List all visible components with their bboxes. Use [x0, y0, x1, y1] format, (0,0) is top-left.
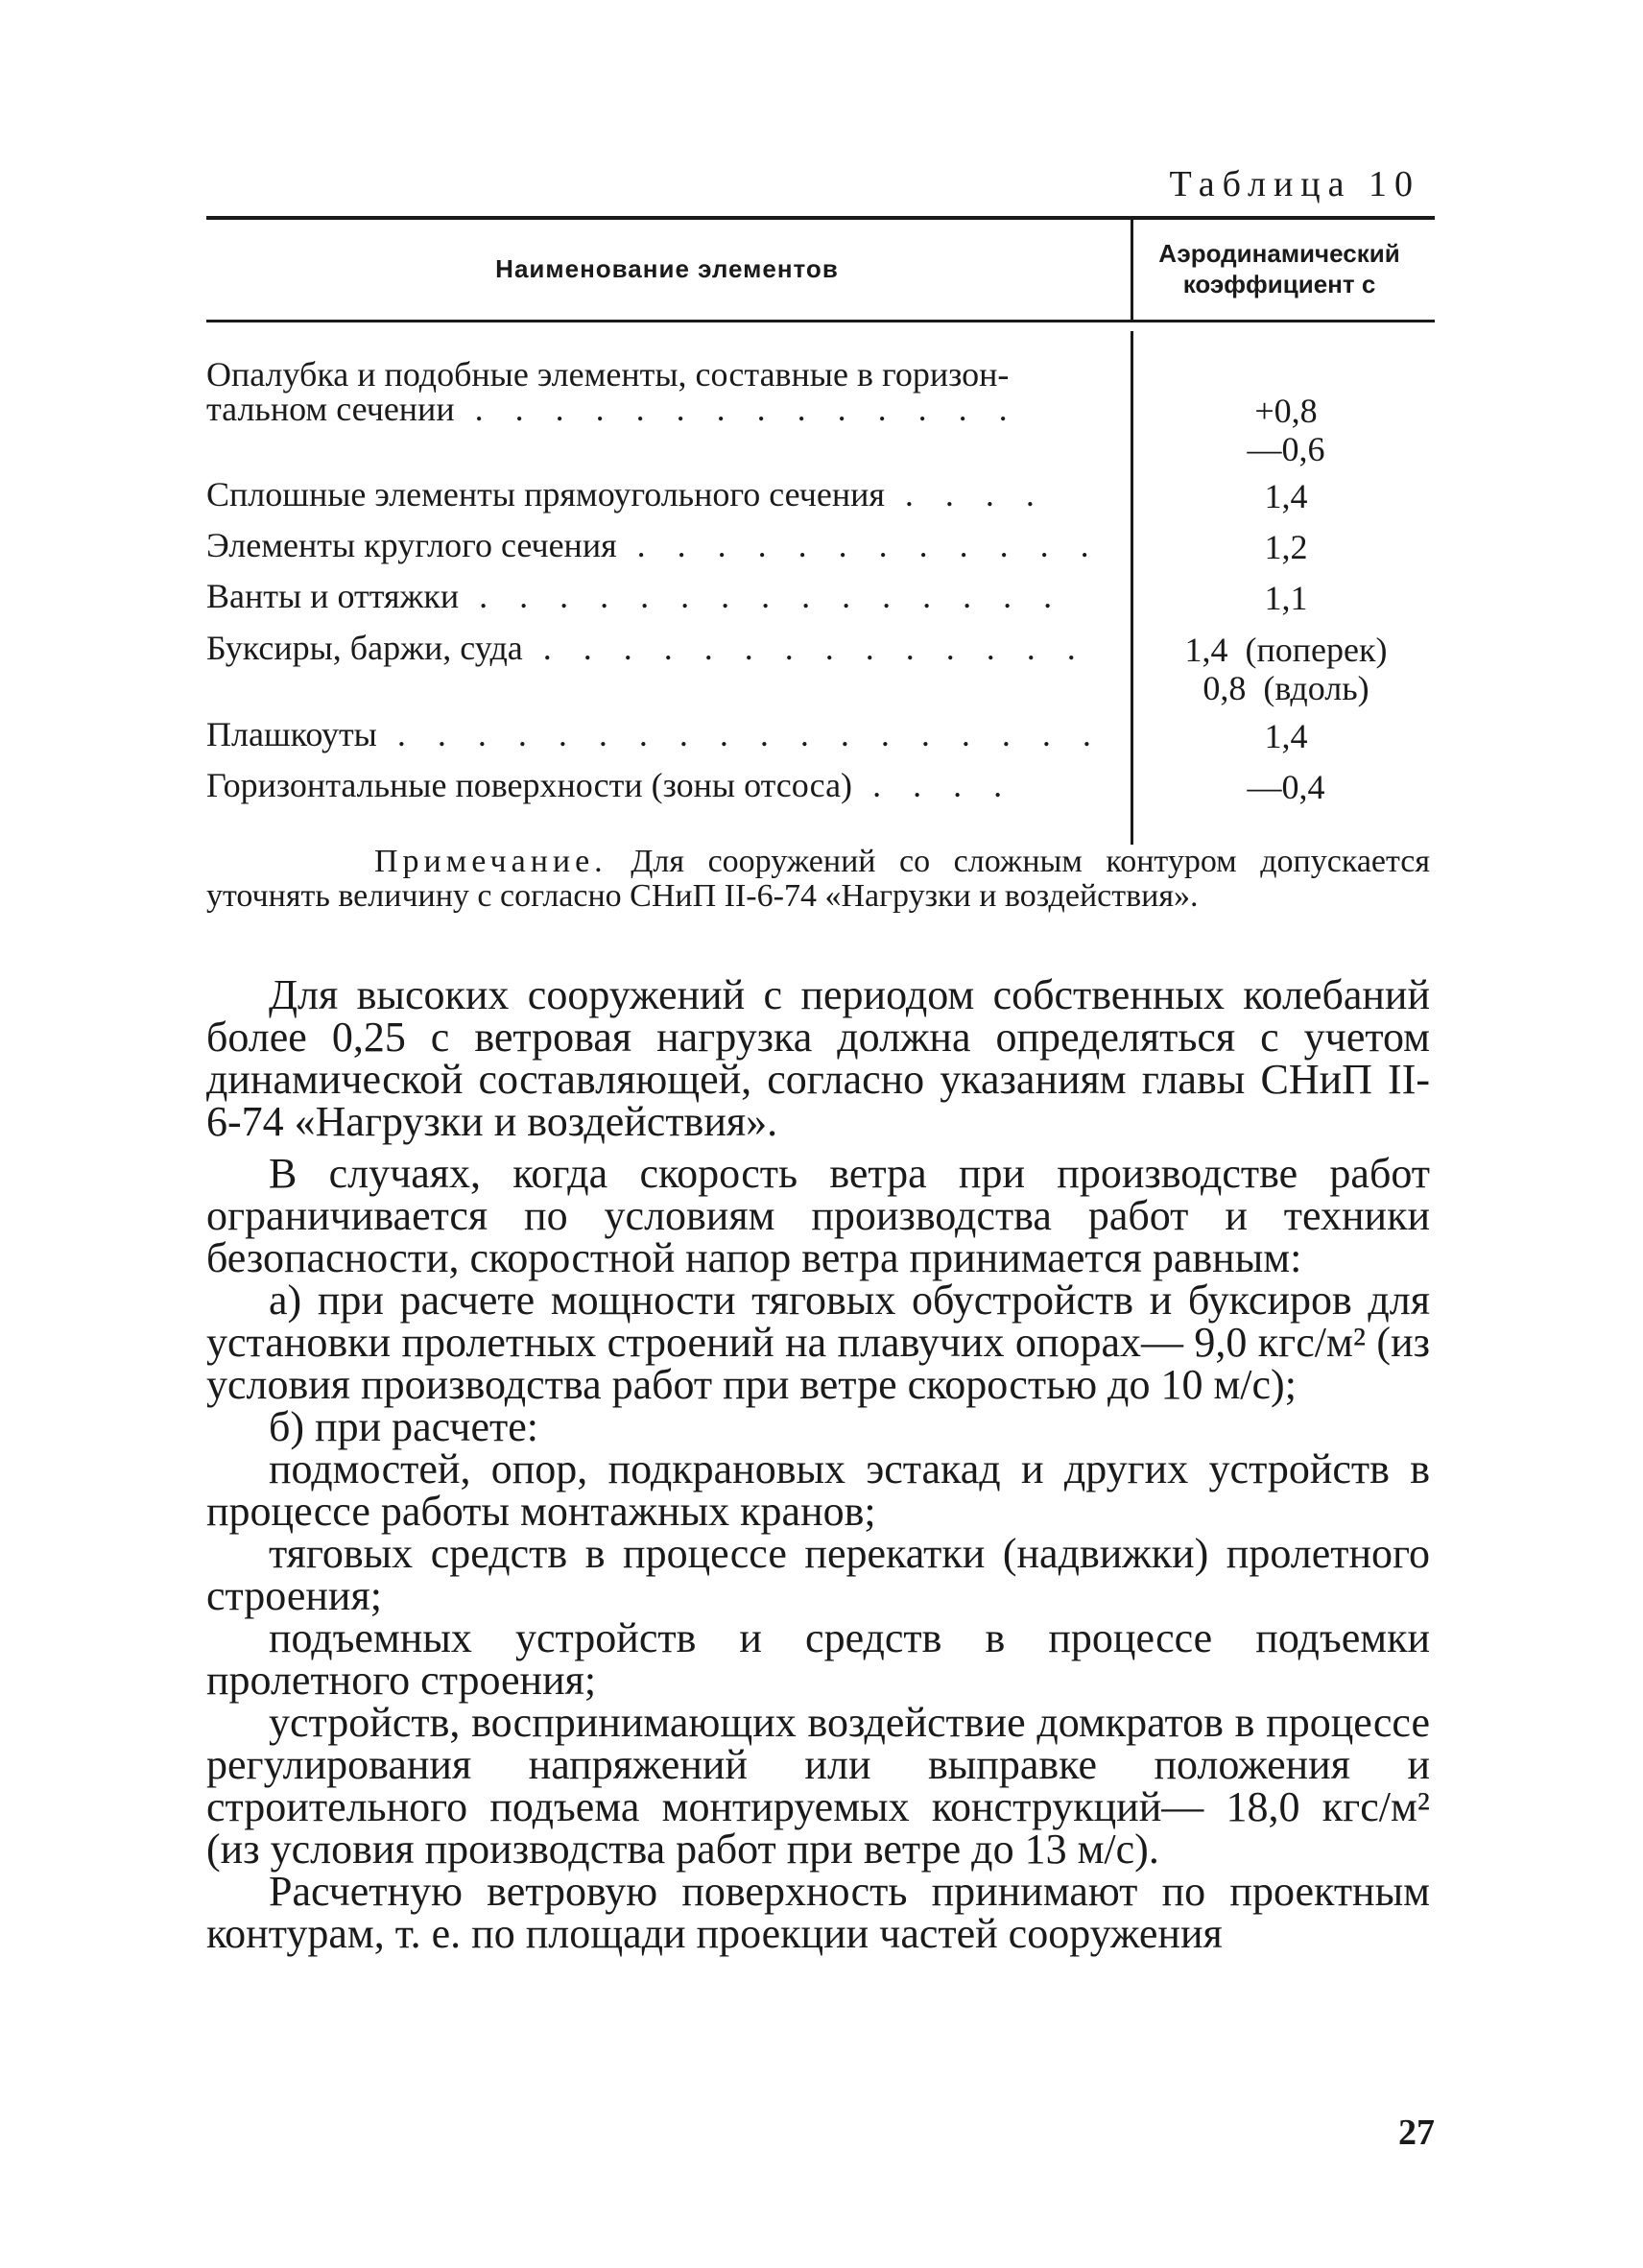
- paragraph: тяговых средств в процессе перекатки (надвижки) пролетного строения;: [206, 1530, 1430, 1619]
- note-lead: Примечание.: [374, 844, 607, 879]
- table-column-divider-body: [1131, 331, 1133, 845]
- table-note: [206, 845, 1430, 914]
- row-name-line1: Опалубка и подобные элементы, составные в горизон-: [206, 355, 1010, 394]
- column-header-coefficient: [1135, 238, 1423, 299]
- table-column-divider: [1131, 220, 1133, 320]
- row-value-line1: 1,4 (поперек): [1184, 631, 1388, 669]
- row-value-line1: +0,8: [1254, 392, 1318, 430]
- column-header-name: Наименование элементов: [495, 254, 839, 283]
- row-value: 1,1: [1264, 579, 1308, 617]
- row-name: Плашкоуты: [206, 715, 377, 753]
- column-header-coefficient-line2: коэффициент с: [1182, 270, 1376, 298]
- paragraph: устройств, воспринимающих воздействие домкратов в процессе регулирования напряжений или выправке положения и строительного подъема монтируемых конструкций— 18,0 кгс/м² (из условия производства работ при ветре до 13 м/с).: [206, 1699, 1430, 1873]
- paragraph: подмостей, опор, подкрановых эстакад и других устройств в процессе работы монтажных кранов;: [206, 1445, 1430, 1535]
- leader-dots: . . . . . . . . . . . . . . . . . .: [376, 715, 1103, 753]
- leader-dots: . . . .: [884, 475, 1046, 513]
- row-value: —0,4: [1247, 768, 1325, 806]
- table-top-rule: [206, 216, 1435, 220]
- page-number: 27: [1398, 2113, 1435, 2153]
- row-value: 1,4: [1264, 477, 1308, 515]
- paragraph: а) при расчете мощности тяговых обустройств и буксиров для установки пролетных строений на плавучих опорах— 9,0 кгс/м² (из условия производства работ при ветре скоростью до 10 м/с);: [206, 1277, 1430, 1408]
- note-text: Для сооружений со сложным контуром допускается уточнять величину с согласно СНиП II-6-74 «Нагрузки и воздействия».: [206, 844, 1431, 914]
- paragraph: подъемных устройств и средств в процессе подъемки пролетного строения;: [206, 1614, 1430, 1704]
- leader-dots: . . . . . . . . . . . .: [616, 526, 1101, 564]
- table-header-rule: [206, 320, 1435, 322]
- row-name-line2: тальном сечении . . . . . . . . . . . . . .: [206, 390, 1019, 428]
- row-value: 1,2: [1264, 528, 1308, 566]
- row-value-line2: —0,6: [1247, 430, 1325, 468]
- row-name: Буксиры, баржи, суда: [206, 629, 523, 667]
- leader-dots: . . . . . . . . . . . . . .: [454, 390, 1019, 428]
- row-value: 1,4: [1264, 717, 1308, 755]
- row-name: Ванты и оттяжки: [206, 577, 460, 615]
- paragraph: б) при расчете:: [269, 1403, 538, 1450]
- row-value-line2: 0,8 (вдоль): [1202, 669, 1369, 707]
- paragraph: Для высоких сооружений с периодом собственных колебаний более 0,25 с ветровая нагрузка должна определяться с учетом динамической составляющей, согласно указаниям главы СНиП II-6-74 «Нагрузки и воздействия».: [206, 971, 1430, 1145]
- body-text: [206, 971, 1430, 1957]
- leader-dots: . . . . . . . . . . . . . . .: [459, 577, 1064, 615]
- leader-dots: . . . .: [852, 766, 1014, 804]
- row-name: Горизонтальные поверхности (зоны отсоса): [206, 766, 853, 804]
- row-name: Сплошные элементы прямоугольного сечения: [206, 475, 885, 513]
- row-name: Элементы круглого сечения: [206, 526, 617, 564]
- leader-dots: . . . . . . . . . . . . . .: [522, 629, 1087, 667]
- paragraph: В случаях, когда скорость ветра при производстве работ ограничивается по условиям производства работ и техники безопасности, скоростной напор ветра принимается равным:: [206, 1150, 1430, 1281]
- column-header-coefficient-line1: Аэродинамический: [1158, 239, 1400, 268]
- table-caption: Таблица 10: [1169, 164, 1420, 204]
- paragraph: Расчетную ветровую поверхность принимают по проектным контурам, т. е. по площади проекции частей сооружения: [206, 1868, 1430, 1957]
